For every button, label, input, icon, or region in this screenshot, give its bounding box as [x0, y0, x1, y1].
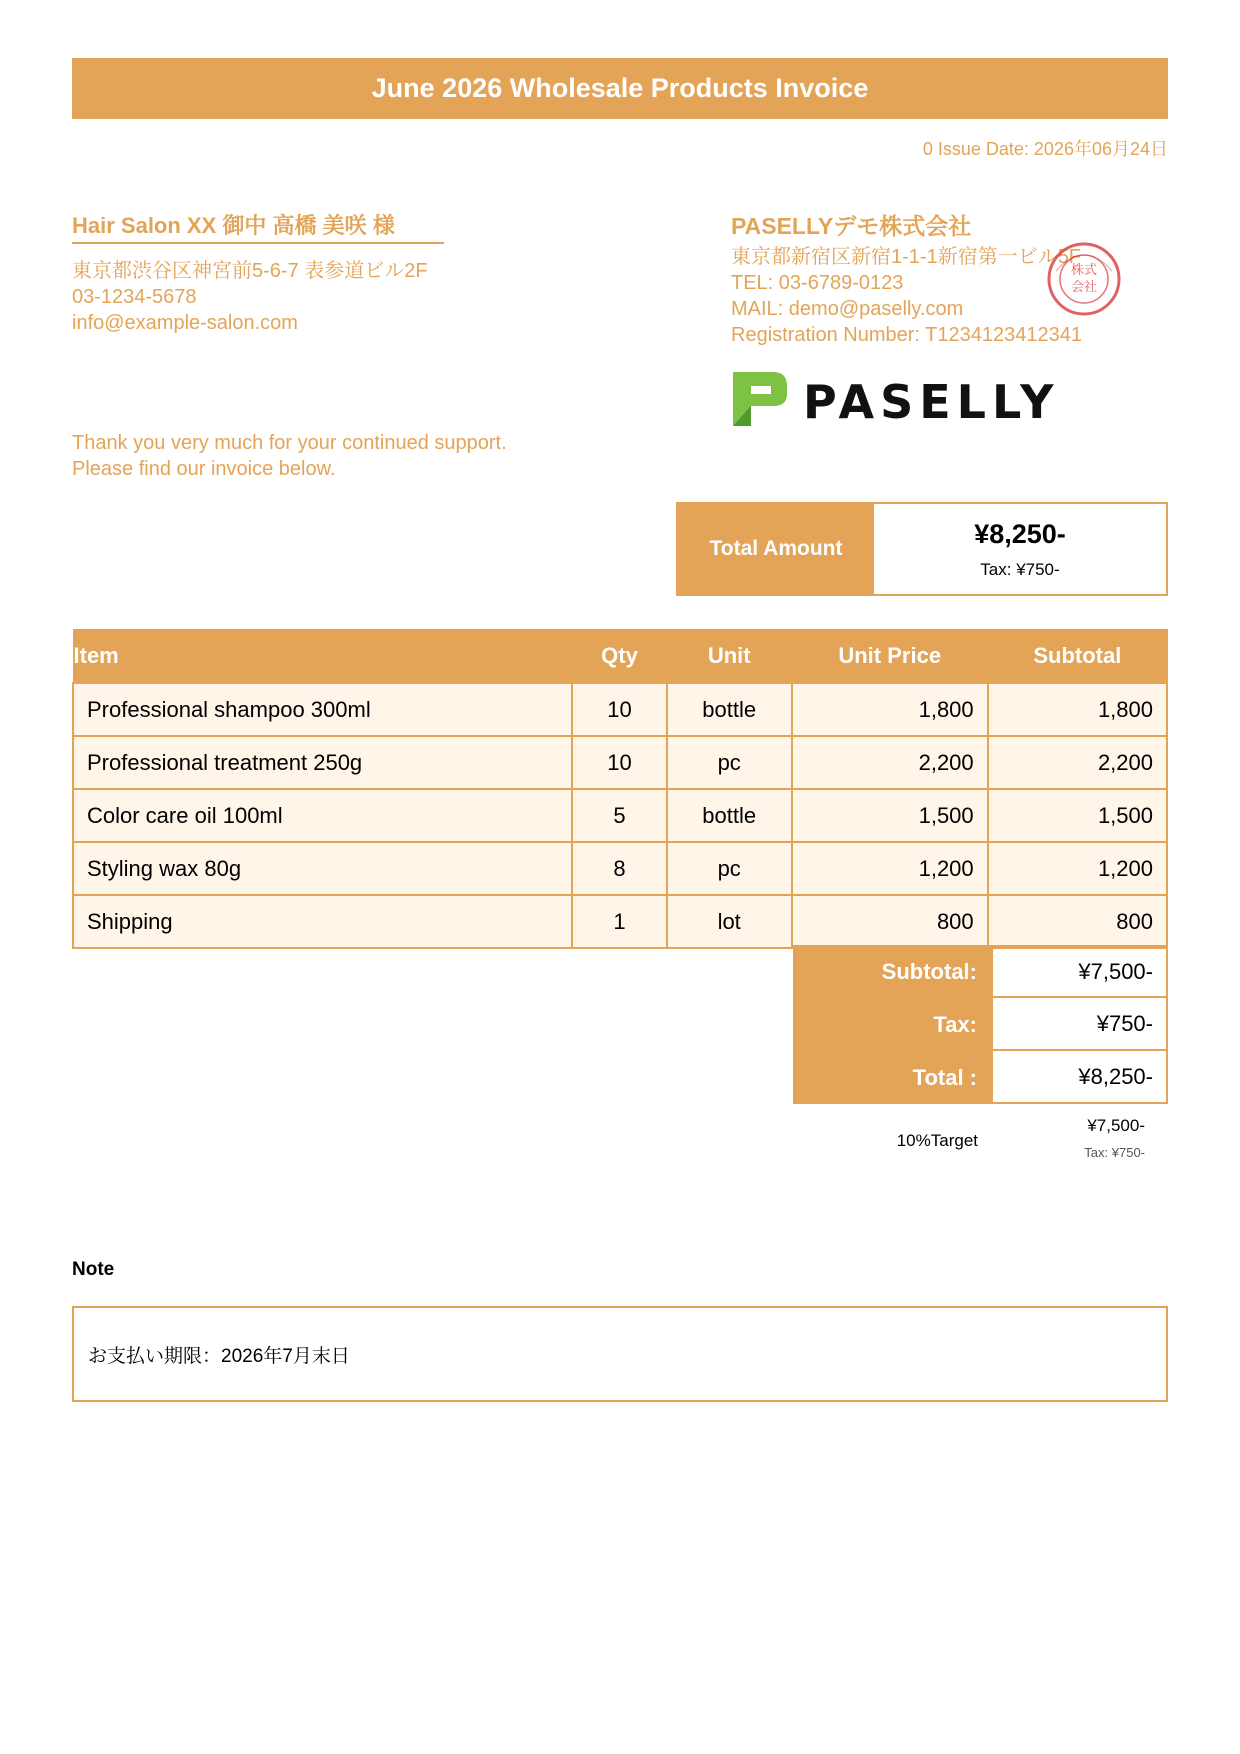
note-box	[72, 1306, 1168, 1402]
svg-text:PASELLY: PASELLY	[803, 375, 1060, 428]
summary-tax-value: ¥750-	[991, 998, 1168, 1051]
summary-subtotal-value: ¥7,500-	[991, 945, 1168, 998]
table-row	[73, 736, 1167, 789]
table-row	[73, 683, 1167, 736]
cell-unit: lot	[667, 895, 792, 948]
note-text: お支払い期限：2026年7月末日	[88, 1345, 350, 1367]
cell-item: Styling wax 80g	[73, 842, 572, 895]
summary-tax-label: Tax:	[793, 998, 991, 1051]
cell-unit-price: 1,800	[792, 683, 988, 736]
cell-qty: 1	[572, 895, 666, 948]
cell-item: Shipping	[73, 895, 572, 948]
tax-breakdown-amount: ¥7,500-	[1087, 1116, 1145, 1135]
note-label: Note	[72, 1259, 115, 1280]
total-amount-values	[874, 504, 1166, 594]
table-header-row	[73, 630, 1167, 684]
cell-unit: bottle	[667, 683, 792, 736]
cell-qty: 8	[572, 842, 666, 895]
client-block	[72, 212, 444, 336]
header-unit: Unit	[667, 630, 792, 684]
cell-unit-price: 1,200	[792, 842, 988, 895]
company-address: 東京都新宿区新宿1-1-1新宿第一ビル5F	[731, 246, 1082, 268]
invoice-title: June 2026 Wholesale Products Invoice	[72, 58, 1168, 119]
cell-qty: 10	[572, 736, 666, 789]
cell-unit: bottle	[667, 789, 792, 842]
items-table	[72, 629, 1168, 949]
company-seal-stamp	[1046, 241, 1122, 317]
summary-subtotal-row	[793, 945, 1168, 998]
cell-unit: pc	[667, 736, 792, 789]
thank-you-message	[72, 430, 507, 482]
total-amount-box	[676, 502, 1168, 596]
cell-subtotal: 1,800	[988, 683, 1167, 736]
issue-date	[923, 135, 1168, 161]
summary-total-label: Total :	[793, 1051, 991, 1104]
summary-total-value: ¥8,250-	[991, 1051, 1168, 1104]
table-row	[73, 842, 1167, 895]
header-qty: Qty	[572, 630, 666, 684]
cell-unit-price: 1,500	[792, 789, 988, 842]
client-name: Hair Salon XX 御中 高橋 美咲 様	[72, 212, 444, 244]
thank-you-line-1: Thank you very much for your continued support.	[72, 432, 507, 454]
summary-tax-row	[793, 998, 1168, 1051]
cell-subtotal: 800	[988, 895, 1167, 948]
cell-item: Professional treatment 250g	[73, 736, 572, 789]
cell-item: Professional shampoo 300ml	[73, 683, 572, 736]
cell-qty: 10	[572, 683, 666, 736]
tax-breakdown-tax: Tax: ¥750-	[1084, 1145, 1145, 1160]
total-amount-label: Total Amount	[678, 504, 874, 594]
table-row	[73, 895, 1167, 948]
header-unit-price: Unit Price	[792, 630, 988, 684]
paselly-logo	[731, 368, 1061, 428]
cell-item: Color care oil 100ml	[73, 789, 572, 842]
issue-date-value: 2026年06月24日	[1033, 139, 1168, 159]
summary-total-row	[793, 1051, 1168, 1104]
cell-unit-price: 2,200	[792, 736, 988, 789]
company-registration: Registration Number: T1234123412341	[731, 324, 1082, 346]
header-item: Item	[73, 630, 572, 684]
total-amount-tax: Tax: ¥750-	[980, 559, 1060, 579]
company-mail: MAIL: demo@paselly.com	[731, 298, 964, 320]
cell-qty: 5	[572, 789, 666, 842]
summary-block	[793, 945, 1168, 1104]
cell-subtotal: 1,200	[988, 842, 1167, 895]
total-amount-value: ¥8,250-	[974, 518, 1066, 549]
summary-subtotal-label: Subtotal:	[793, 945, 991, 998]
company-tel: TEL: 03-6789-0123	[731, 272, 904, 294]
cell-subtotal: 2,200	[988, 736, 1167, 789]
client-info	[72, 258, 444, 336]
table-row	[73, 789, 1167, 842]
issue-date-prefix: 0 Issue Date:	[922, 139, 1034, 159]
cell-unit-price: 800	[792, 895, 988, 948]
client-email: info@example-salon.com	[72, 312, 298, 334]
client-address: 東京都渋谷区神宮前5-6-7 表参道ビル2F	[72, 260, 428, 282]
tax-breakdown-label: 10%Target	[896, 1131, 978, 1150]
thank-you-line-2: Please find our invoice below.	[72, 458, 336, 480]
header-subtotal: Subtotal	[988, 630, 1167, 684]
company-name: PASELLYデモ株式会社	[731, 213, 972, 239]
client-phone: 03-1234-5678	[72, 286, 197, 308]
cell-subtotal: 1,500	[988, 789, 1167, 842]
cell-unit: pc	[667, 842, 792, 895]
svg-text:株式: 株式	[1070, 263, 1098, 278]
svg-text:会社: 会社	[1070, 280, 1098, 295]
